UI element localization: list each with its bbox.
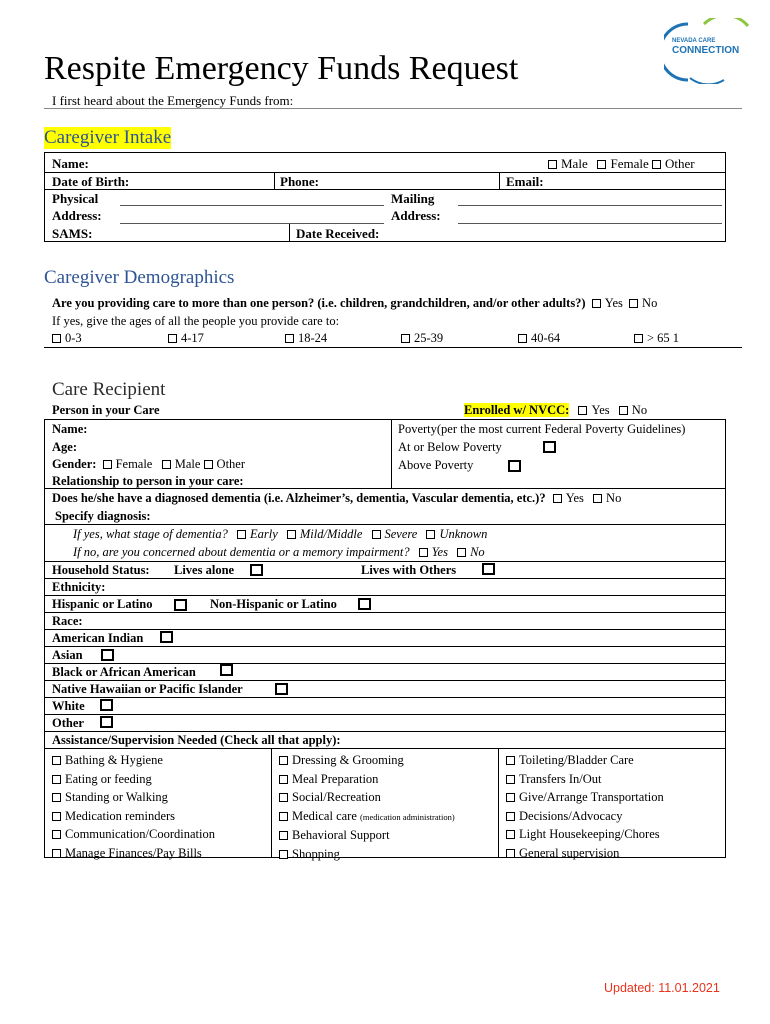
assist-label: Decisions/Advocacy bbox=[519, 808, 623, 823]
assist-checkbox[interactable] bbox=[506, 793, 515, 802]
assist-checkbox[interactable] bbox=[52, 812, 61, 821]
assist-label: Light Housekeeping/Chores bbox=[519, 827, 660, 841]
assist-col2 bbox=[279, 751, 455, 863]
race-white: White bbox=[52, 699, 85, 713]
concern-no-checkbox[interactable] bbox=[457, 548, 466, 557]
american-indian-checkbox[interactable] bbox=[160, 631, 173, 643]
age-4-17 bbox=[168, 331, 204, 346]
logo-line2: CONNECTION bbox=[672, 45, 740, 56]
assist-label: Meal Preparation bbox=[292, 771, 379, 786]
recipient-male-checkbox[interactable] bbox=[162, 460, 171, 469]
multiple-care-question bbox=[52, 296, 657, 311]
age-checkbox[interactable] bbox=[168, 334, 177, 343]
below-poverty-checkbox[interactable] bbox=[543, 441, 556, 453]
age-label: 25-39 bbox=[414, 331, 444, 345]
multiple-care-no-label: No bbox=[642, 296, 658, 310]
physical-label: Physical bbox=[52, 191, 99, 206]
assist-checkbox[interactable] bbox=[279, 812, 288, 821]
recipient-other-checkbox[interactable] bbox=[204, 460, 213, 469]
assist-label: Medical care bbox=[292, 808, 357, 823]
age-0-3 bbox=[52, 331, 82, 346]
assist-item bbox=[52, 844, 215, 863]
assist-checkbox[interactable] bbox=[506, 830, 515, 839]
dementia-yes-label: Yes bbox=[565, 491, 584, 505]
demographics-heading: Caregiver Demographics bbox=[44, 267, 235, 288]
assist-label: Transfers In/Out bbox=[519, 771, 602, 786]
below-poverty-label: At or Below Poverty bbox=[398, 440, 502, 454]
assist-checkbox[interactable] bbox=[279, 775, 288, 784]
assist-checkbox[interactable] bbox=[52, 849, 61, 858]
lives-others-label: Lives with Others bbox=[361, 563, 457, 577]
assist-item bbox=[279, 826, 455, 845]
assist-item bbox=[279, 807, 455, 827]
enrolled-yes-label: Yes bbox=[591, 403, 610, 417]
assist-item bbox=[279, 770, 455, 789]
recipient-gender-label: Gender: bbox=[52, 457, 97, 471]
lives-alone-checkbox[interactable] bbox=[250, 564, 263, 576]
dementia-question bbox=[52, 491, 621, 506]
age-checkbox[interactable] bbox=[52, 334, 61, 343]
ages-prompt: If yes, give the ages of all the people you provide care to: bbox=[52, 314, 340, 328]
race-native-hawaiian: Native Hawaiian or Pacific Islander bbox=[52, 682, 243, 696]
recipient-name-label: Name: bbox=[52, 422, 88, 436]
assist-checkbox[interactable] bbox=[506, 756, 515, 765]
intake-name-label: Name: bbox=[52, 156, 89, 171]
mailing-address-field[interactable] bbox=[458, 205, 722, 206]
asian-checkbox[interactable] bbox=[101, 649, 114, 661]
white-checkbox[interactable] bbox=[100, 699, 113, 711]
enrolled-label: Enrolled w/ NVCC: bbox=[464, 403, 570, 417]
age-checkbox[interactable] bbox=[285, 334, 294, 343]
assist-label: Communication/Coordination bbox=[65, 827, 215, 841]
enrolled-no-label: No bbox=[631, 403, 648, 417]
assist-checkbox[interactable] bbox=[506, 775, 515, 784]
assist-item bbox=[279, 845, 455, 864]
logo-line1: NEVADA CARE bbox=[672, 38, 716, 44]
male-label: Male bbox=[561, 156, 588, 171]
concern-yes-label: Yes bbox=[431, 545, 448, 559]
assist-label: Toileting/Bladder Care bbox=[519, 753, 634, 767]
enrolled-no-checkbox[interactable] bbox=[619, 406, 628, 415]
assist-item bbox=[279, 788, 455, 807]
assist-item bbox=[52, 788, 215, 807]
race-asian: Asian bbox=[52, 648, 83, 662]
stage-severe-label: Severe bbox=[384, 527, 418, 541]
med-note: (medication administration) bbox=[360, 811, 455, 822]
phone-label: Phone: bbox=[280, 174, 319, 189]
recipient-other-label: Other bbox=[216, 457, 246, 471]
age-label: > 65 1 bbox=[647, 331, 680, 345]
assist-label: Manage Finances/Pay Bills bbox=[65, 845, 202, 860]
above-poverty-checkbox[interactable] bbox=[508, 460, 521, 472]
stage-question-text: If yes, what stage of dementia? bbox=[73, 527, 228, 541]
assist-checkbox[interactable] bbox=[52, 830, 61, 839]
concern-no-label: No bbox=[470, 545, 485, 559]
age-18-24 bbox=[285, 331, 327, 346]
mailing-address-label: Address: bbox=[391, 208, 441, 223]
assist-col1 bbox=[52, 751, 215, 862]
race-american-indian: American Indian bbox=[52, 631, 144, 645]
sams-label: SAMS: bbox=[52, 226, 93, 241]
recipient-gender-group bbox=[52, 457, 245, 472]
hispanic-label: Hispanic or Latino bbox=[52, 597, 153, 611]
recipient-heading: Care Recipient bbox=[52, 379, 166, 400]
age-label: 4-17 bbox=[181, 331, 204, 345]
intake-row-divider bbox=[44, 172, 726, 173]
non-hispanic-checkbox[interactable] bbox=[358, 598, 371, 610]
assist-item bbox=[506, 770, 664, 789]
updated-date: Updated: 11.01.2021 bbox=[604, 981, 720, 995]
assist-label: Medication reminders bbox=[65, 808, 176, 823]
relationship-label: Relationship to person in your care: bbox=[52, 474, 244, 488]
assist-item bbox=[506, 807, 664, 826]
lives-others-checkbox[interactable] bbox=[482, 563, 495, 575]
age-label: 18-24 bbox=[298, 331, 328, 345]
assist-label: Social/Recreation bbox=[292, 790, 381, 804]
date-received-label: Date Received: bbox=[296, 226, 380, 241]
hispanic-checkbox[interactable] bbox=[174, 599, 187, 611]
physical-address-field[interactable] bbox=[120, 205, 384, 206]
dementia-yes-checkbox[interactable] bbox=[553, 494, 562, 503]
demographics-divider bbox=[44, 347, 742, 348]
assist-label: General supervision bbox=[519, 845, 620, 860]
intake-heading: Caregiver Intake bbox=[44, 127, 172, 148]
female-checkbox[interactable] bbox=[597, 160, 606, 169]
recipient-age-label: Age: bbox=[52, 440, 77, 454]
multiple-care-yes-label: Yes bbox=[604, 296, 623, 310]
intake-gender-group bbox=[548, 156, 695, 172]
assist-checkbox[interactable] bbox=[279, 756, 288, 765]
specify-diagnosis-label: Specify diagnosis: bbox=[55, 509, 151, 523]
assist-checkbox[interactable] bbox=[279, 831, 288, 840]
male-checkbox[interactable] bbox=[548, 160, 557, 169]
other-checkbox[interactable] bbox=[652, 160, 661, 169]
assist-label: Standing or Walking bbox=[65, 790, 168, 804]
dementia-no-label: No bbox=[606, 491, 622, 505]
assist-col3 bbox=[506, 751, 664, 862]
race-other-checkbox[interactable] bbox=[100, 716, 113, 728]
assist-label: Dressing & Grooming bbox=[292, 753, 404, 767]
dementia-no-checkbox[interactable] bbox=[593, 494, 602, 503]
assist-checkbox[interactable] bbox=[279, 850, 288, 859]
assist-checkbox[interactable] bbox=[279, 793, 288, 802]
assist-checkbox[interactable] bbox=[506, 849, 515, 858]
assist-item bbox=[279, 751, 455, 770]
assist-item bbox=[506, 844, 664, 863]
lives-alone-label: Lives alone bbox=[174, 563, 235, 577]
multiple-care-no-checkbox[interactable] bbox=[629, 299, 638, 308]
assist-label: Shopping bbox=[292, 846, 340, 861]
household-label: Household Status: bbox=[52, 563, 150, 577]
assist-item bbox=[506, 788, 664, 807]
enrolled-group bbox=[464, 403, 647, 418]
poverty-label: Poverty(per the most current Federal Poverty Guidelines) bbox=[398, 422, 686, 436]
race-label: Race: bbox=[52, 614, 83, 628]
above-poverty-label: Above Poverty bbox=[398, 458, 474, 472]
stage-mild-label: Mild/Middle bbox=[299, 527, 363, 541]
assist-checkbox[interactable] bbox=[506, 812, 515, 821]
page-title: Respite Emergency Funds Request bbox=[44, 50, 519, 87]
age-40-64 bbox=[518, 331, 560, 346]
assist-item bbox=[52, 807, 215, 826]
concern-question-text: If no, are you concerned about dementia or a memory impairment? bbox=[73, 545, 410, 559]
recipient-female-checkbox[interactable] bbox=[103, 460, 112, 469]
stage-early-checkbox[interactable] bbox=[237, 530, 246, 539]
assist-item bbox=[506, 751, 664, 770]
recipient-female-label: Female bbox=[115, 457, 153, 471]
non-hispanic-label: Non-Hispanic or Latino bbox=[210, 597, 337, 611]
assistance-heading: Assistance/Supervision Needed (Check all that apply): bbox=[52, 733, 341, 747]
stage-early-label: Early bbox=[249, 527, 278, 541]
assist-checkbox[interactable] bbox=[52, 775, 61, 784]
assist-checkbox[interactable] bbox=[52, 793, 61, 802]
stage-question bbox=[73, 527, 487, 542]
age-checkbox[interactable] bbox=[401, 334, 410, 343]
age-label: 40-64 bbox=[531, 331, 561, 345]
female-label: Female bbox=[610, 156, 649, 171]
email-label: Email: bbox=[506, 174, 544, 189]
age-checkbox[interactable] bbox=[518, 334, 527, 343]
heard-underline bbox=[44, 108, 742, 109]
person-in-care-label: Person in your Care bbox=[52, 403, 160, 417]
heard-label: I first heard about the Emergency Funds from: bbox=[52, 93, 294, 108]
race-other: Other bbox=[52, 716, 84, 730]
stage-mild-checkbox[interactable] bbox=[287, 530, 296, 539]
concern-yes-checkbox[interactable] bbox=[419, 548, 428, 557]
multiple-care-yes-checkbox[interactable] bbox=[592, 299, 601, 308]
stage-severe-checkbox[interactable] bbox=[372, 530, 381, 539]
dementia-question-text: Does he/she have a diagnosed dementia (i.e. Alzheimer’s, dementia, Vascular dementia, etc.)? bbox=[52, 491, 546, 505]
mailing-label: Mailing bbox=[391, 191, 435, 206]
multiple-care-question-text: Are you providing care to more than one person? (i.e. children, grandchildren, and/or other adults?) bbox=[52, 296, 586, 310]
concern-question bbox=[73, 545, 485, 560]
age-checkbox[interactable] bbox=[634, 334, 643, 343]
enrolled-yes-checkbox[interactable] bbox=[578, 406, 587, 415]
assist-label: Eating or feeding bbox=[65, 771, 152, 786]
stage-unknown-checkbox[interactable] bbox=[426, 530, 435, 539]
race-black: Black or African American bbox=[52, 665, 196, 679]
assist-label: Behavioral Support bbox=[292, 828, 390, 842]
black-checkbox[interactable] bbox=[220, 664, 233, 676]
age-25-39 bbox=[401, 331, 443, 346]
assist-item bbox=[52, 751, 215, 770]
stage-unknown-label: Unknown bbox=[439, 527, 488, 541]
assist-item bbox=[52, 770, 215, 789]
assist-item bbox=[52, 825, 215, 844]
assist-label: Bathing & Hygiene bbox=[65, 753, 163, 767]
other-label: Other bbox=[664, 156, 695, 171]
dob-label: Date of Birth: bbox=[52, 174, 130, 189]
recipient-male-label: Male bbox=[174, 457, 201, 471]
assist-checkbox[interactable] bbox=[52, 756, 61, 765]
physical-address-label: Address: bbox=[52, 208, 102, 223]
assist-label: Give/Arrange Transportation bbox=[519, 790, 664, 804]
assist-item bbox=[506, 825, 664, 844]
age-65-plus bbox=[634, 331, 679, 346]
age-label: 0-3 bbox=[65, 331, 82, 345]
logo bbox=[664, 18, 764, 84]
native-hawaiian-checkbox[interactable] bbox=[275, 683, 288, 695]
ethnicity-label: Ethnicity: bbox=[52, 580, 106, 594]
